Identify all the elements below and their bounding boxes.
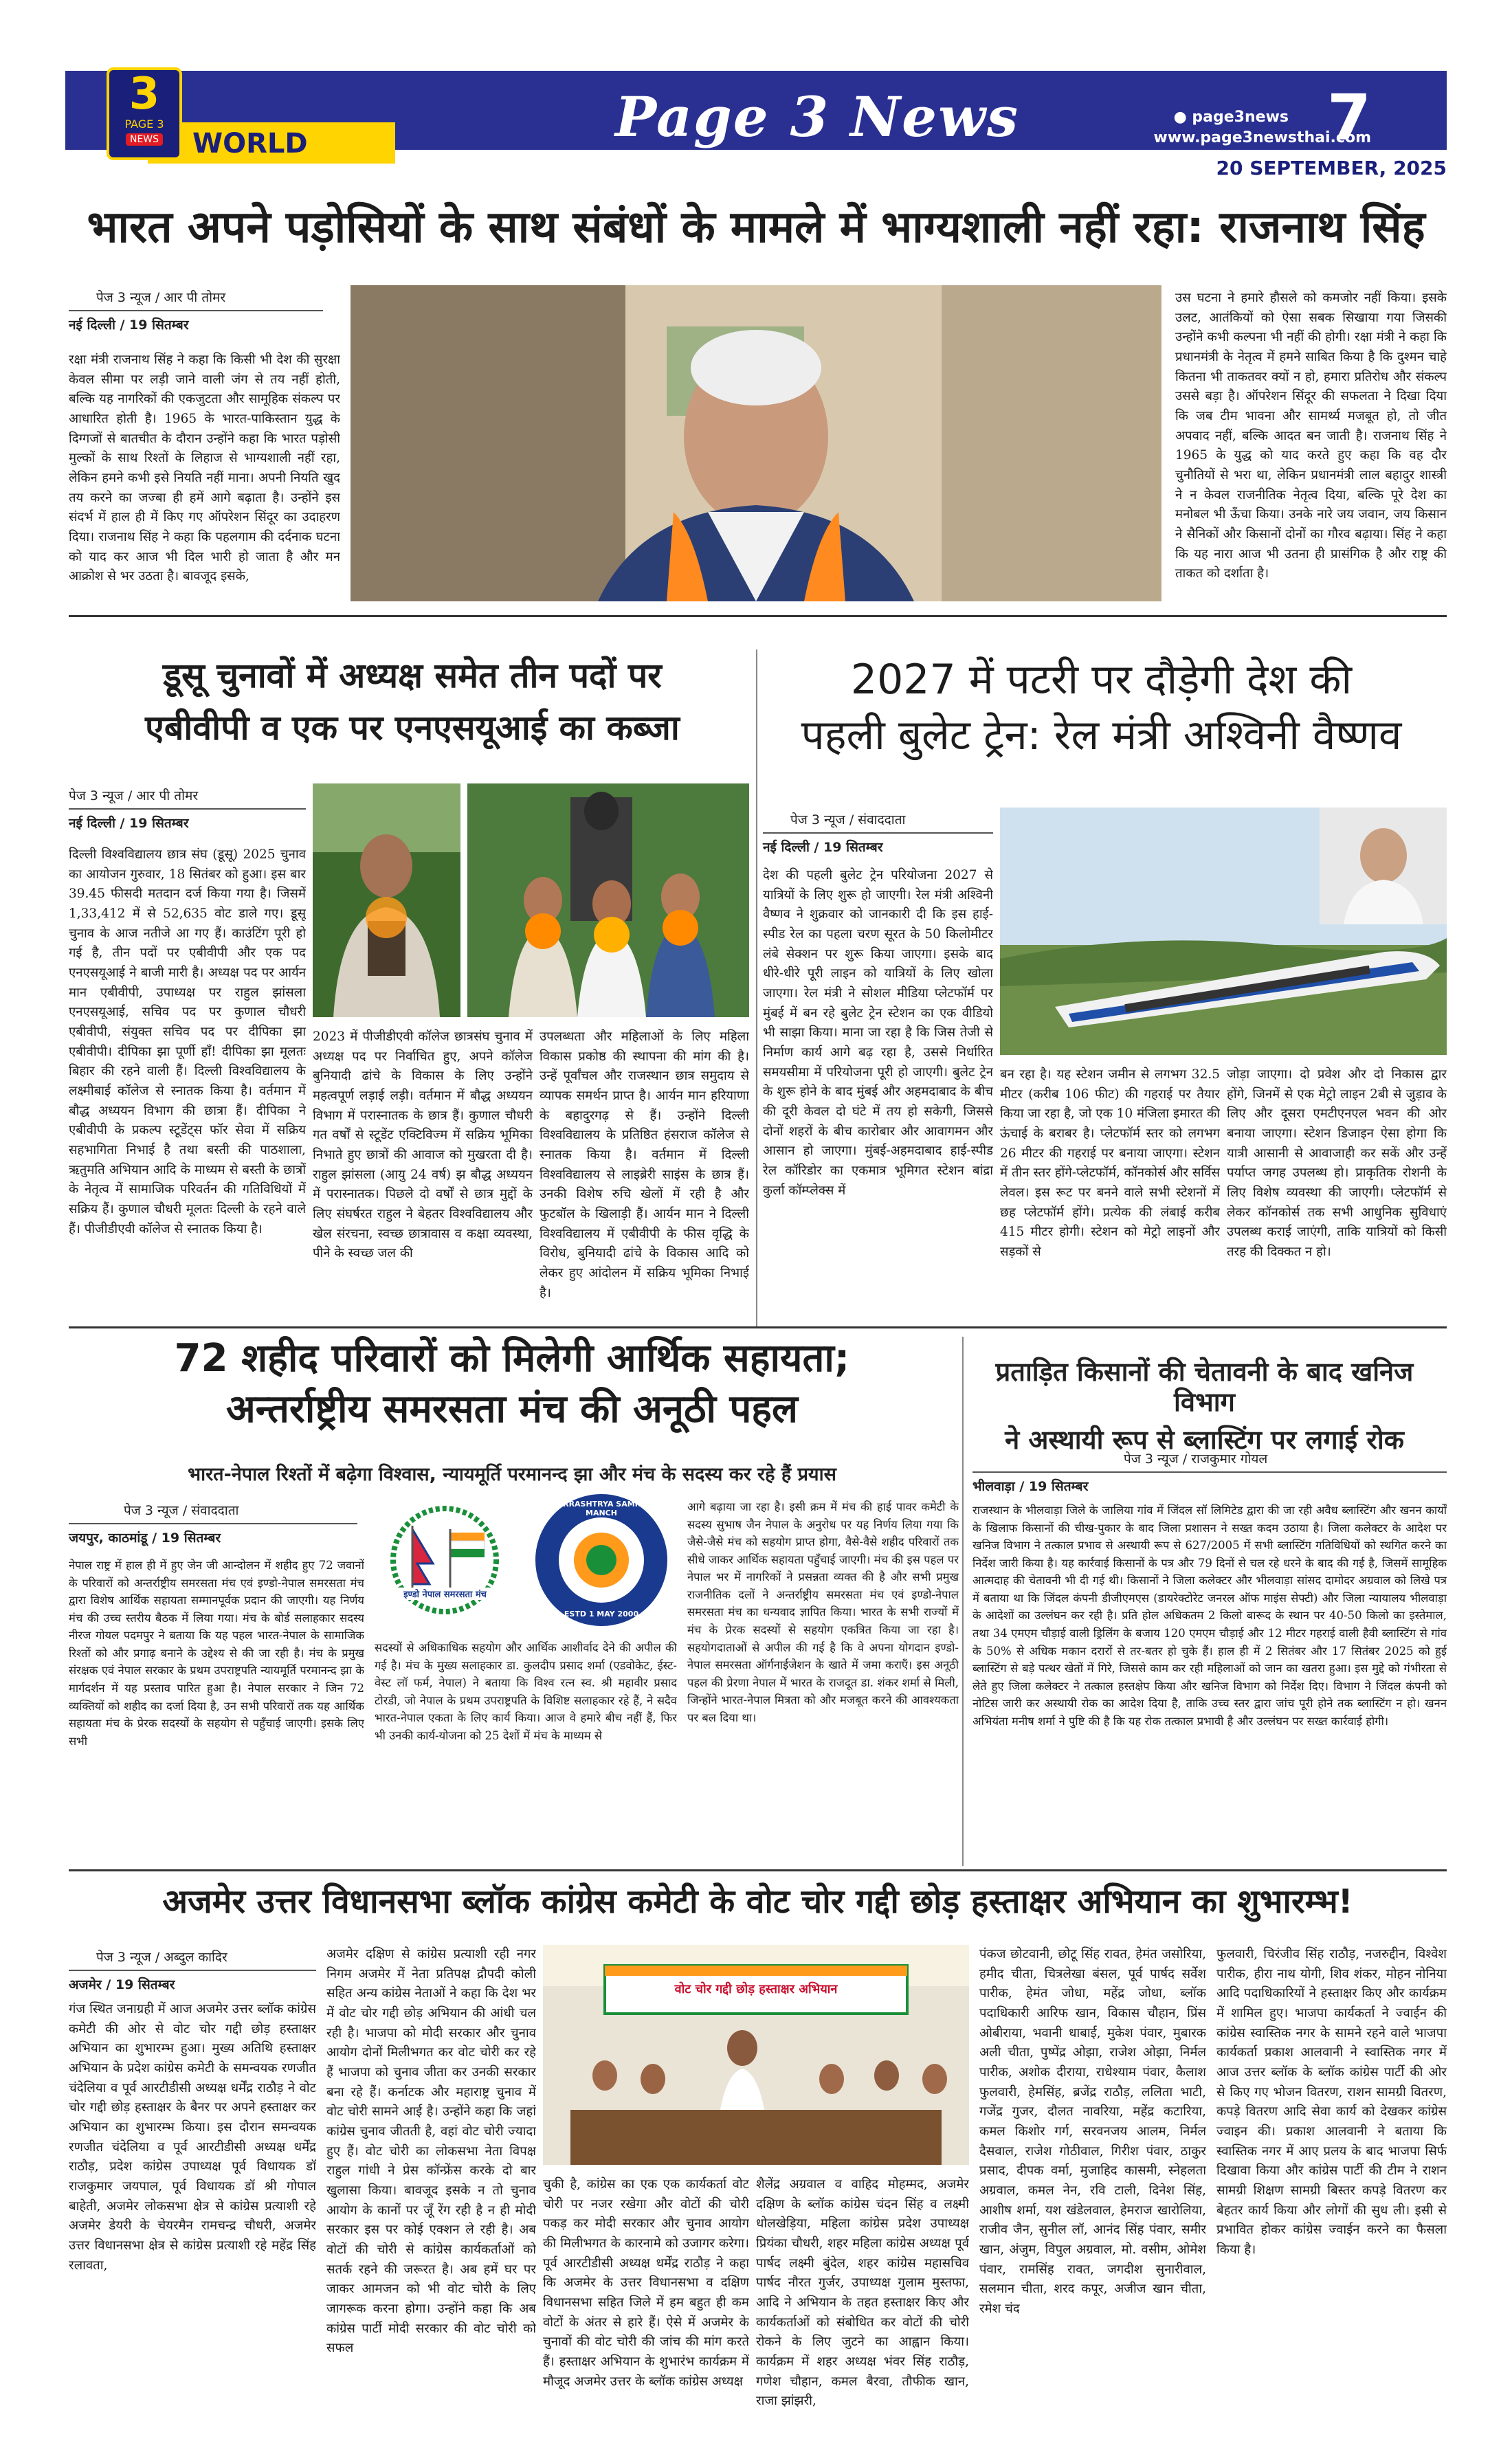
divider xyxy=(69,1869,1447,1871)
story6-col4: शैलेंद्र अग्रवाल व वाहिद मोहम्मद, अजमेर दक्षिण के ब्लॉक कांग्रेस चंदन सिंह व लक्ष्मी धोलखेड़िया, महिला कांग्रेस प्रदेश उपाध्यक्ष प्रियंका चौधरी, शहर महिला कांग्रेस अध्यक्ष पूर्व पार्षद लक्ष्मी बुंदेल, शहर कांग्रेस महासचिव पार्षद नौरत गुर्जर, उपाध्यक्ष गुलाम मुस्तफा, आदि ने अभियान के तहत हस्ताक्षर किए और कार्यकर्ताओं को संबोधित कर वोटों की चोरी रोकने के लिए जुटने का आह्वान किया। कार्यक्रम में शहर अध्यक्ष भंवर सिंह राठौड़, गणेश चौहान, कमल बैरवा, तौफीक खान, राजा झांझरी, xyxy=(756,2177,969,2409)
story4-col2: सदस्यों से अधिकाधिक सहयोग और आर्थिक आशीर्वाद देने की अपील की गई है। मंच के मुख्य सलाहकार डा. कुलदीप प्रसाद शर्मा (एडवोकेट, ईस्ट-वेस्ट लॉ फर्म, नेपाल) ने बताया कि विश्व रत्न स्व. श्री महावीर प्रसाद टोरडी, जो नेपाल के प्रथम उपराष्ट्रपति के विशिष्ट सलाहकार रहे हैं, ने सदैव भारत-नेपाल एकता के लिए कार्य किया। आज वे हमारे बीच नहीं हैं, फिर भी उनकी कार्य-योजना को 25 देशों में मंच के माध्यम से xyxy=(375,1641,677,1742)
story2-col2: 2023 में पीजीडीएवी कॉलेज छात्रसंघ चुनाव में अध्यक्ष पद पर निर्वाचित हुए, अपने कॉलेज बुनियादी ढांचे के विकास के लिए उन्होंने महत्वपूर्ण लड़ाई लड़ी। वर्तमान में बौद्ध अध्ययन विभाग में परास्नातक के छात्र हैं। कुणाल चौधरी गत वर्षों से स्टूडेंट एक्टिविज्म में सक्रिय भूमिका निभाते हुए छात्रों की आवाज को मुखरता दी है। राहुल झांसला (आयु 24 वर्ष) झ बौद्ध अध्ययन में परास्नातक। पिछले दो वर्षों से छात्र मुद्दों के लिए संघर्षरत राहुल ने बेहतर विश्वविद्यालय और खेल संरचना, स्वच्छ छात्रावास व कक्षा व्यवस्था, पीने के स्वच्छ जल की xyxy=(313,1030,533,1261)
story1-headline: भारत अपने पड़ोसियों के साथ संबंधों के मामले में भाग्यशाली नहीं रहा: राजनाथ सिंह xyxy=(87,202,1425,253)
story6-photo xyxy=(543,1945,969,2165)
samrasta-manch-logo-text: ANTARRASHTRYA SAMRASTA MANCH xyxy=(540,1500,663,1517)
story5-author: पेज 3 न्यूज / राजकुमार गोयल xyxy=(972,1447,1447,1473)
social-handle: ● page3news xyxy=(1173,109,1289,126)
story3-headline xyxy=(756,656,1447,759)
story6-col3: चुकी है, कांग्रेस का एक एक कार्यकर्ता वोट चोरी पर नजर रखेगा और वोटों की चोरी पकड़ कर मोदी सरकार और चुनाव आयोग की मिलीभगत के कारनामे को उजागर करेगा। पूर्व आरटीडीसी अध्यक्ष धर्मेंद्र राठौड़ ने कहा कि अजमेर के उत्तर विधानसभा व दक्षिण विधानसभा सहित जिले में हम बहुत ही कम वोटों के अंतर से हारे हैं। ऐसे में अजमेर के चुनावों की वोट चोरी की जांच की मांग करते हैं। हस्ताक्षर अभियान के शुभारंभ कार्यक्रम में मौजूद अजमेर उत्तर के ब्लॉक कांग्रेस अध्यक्ष xyxy=(543,2177,749,2389)
story2-headline-line1: डूसू चुनावों में अध्यक्ष समेत तीन पदों पर xyxy=(163,656,662,696)
logo-news: NEWS xyxy=(126,133,163,146)
student-leader-photo xyxy=(313,783,460,1017)
story1-author: पेज 3 न्यूज / आर पी तोमर xyxy=(69,285,323,311)
masthead xyxy=(65,54,1447,179)
story3-headline-line2: पहली बुलेट ट्रेन: रेल मंत्री अश्विनी वैष्णव xyxy=(801,711,1402,759)
story3-headline-line1: 2027 में पटरी पर दौड़ेगी देश की xyxy=(850,656,1353,704)
indo-nepal-logo-text: इण्डो नेपाल समरसता मंच xyxy=(385,1588,505,1600)
celebration-photo xyxy=(467,783,749,1017)
story4-logo-1 xyxy=(375,1495,515,1625)
story5-col1: राजस्थान के भीलवाड़ा जिले के जालिया गांव में जिंदल सॉ लिमिटेड द्वारा की जा रही अवैध ब्लास्टिंग और खनन कार्यों के खिलाफ किसानों की चीख-पुकार के बाद जिला प्रशासन ने सख्त कदम उठाया है। जिला कलेक्टर के आदेश पर खनिज विभाग ने तत्काल प्रभाव से अस्थायी रूप से 627/2005 में सभी ब्लास्टिंग गतिविधियों को स्थगित करने का निर्देश जारी किया है। यह कार्रवाई किसानों के पत्र और 79 दिनों से चल रहे धरने के बाद की गई है, जिसमें सामूहिक आत्मदाह की चेतावनी भी दी गई थी। किसानों ने जिला कलेक्टर और भीलवाड़ा सांसद दामोदर अग्रवाल को लिखे पत्र में बताया था कि जिंदल कंपनी डीजीएमएस (डायरेक्टोरेट जनरल ऑफ माइंस सेफ्टी) और जिला न्यायालय भीलवाड़ा के आदेशों का उल्लंघन कर रही है। प्रति होल अधिकतम 2 किलो बारूद के स्थान पर 40-50 किलो का इस्तेमाल, तथा 34 एमएम चौड़ाई वाली ड्रिलिंग के बजाय 120 एमएम चौड़ाई और 12 मीटर गहराई वाली हैवी ब्लास्टिंग से गांव के 50% से अधिक मकान दरारों से तर-बतर हो चुके हैं। हाल ही में 2 सितंबर और 17 सितंबर 2025 को हुई ब्लास्टिंग से बड़े पत्थर खेतों में गिरे, जिससे काम कर रही महिलाओं को जान का खतरा हुआ। इस मुद्दे को गंभीरता से लेते हुए जिला कलेक्टर ने तत्काल हस्तक्षेप किया और खनिज विभाग को निर्देश दिए। विभाग ने जिंदल कंपनी को नोटिस जारी कर अस्थायी रोक का आदेश दिया है, ताकि उच्च स्तर द्वारा जांच पूरी होने तक ब्लास्टिंग न हो। खनन अभियंता मनीष शर्मा ने पुष्टि की है कि यह रोक तत्काल प्रभावी है और उल्लंघन पर सख्त कार्रवाई होगी। xyxy=(972,1504,1447,1728)
story6-col6: फुलवारी, चिरंजीव सिंह राठौड़, नजरुद्दीन, विश्वेश पारीक, हीरा नाथ योगी, शिव शंकर, मोहन नोनिया आदि पदाधिकारियों ने हस्ताक्षर किए और कार्यक्रम में शामिल हुए। भाजपा कार्यकर्ता ने ज्वाईन की कांग्रेस स्वास्तिक नगर के सामने रहने वाले भाजपा कार्यकर्ता प्रकाश आलवानी ने स्वास्तिक नगर में आज उत्तर ब्लॉक के ब्लॉक कांग्रेस पार्टी की ओर से किए गए भोजन वितरण, राशन सामग्री वितरण, कपड़े वितरण आदि सेवा कार्य को देखकर कांग्रेस ज्वाइन की। प्रकाश आलवानी ने बताया कि स्वास्तिक नगर में आए प्रलय के बाद भाजपा सिर्फ दिखावा किया और कांग्रेस पार्टी की टीम ने राशन सामग्री शिक्षण सामग्री बिस्तर कपड़े वितरण कर बेहतर कार्य किया और लोगों की सुध ली। इसी से प्रभावित होकर कांग्रेस ज्वाईन करने का फैसला किया है। xyxy=(1216,1947,1447,2258)
story2-photo-1 xyxy=(313,783,460,1017)
story4-dateline: जयपुर, काठमांडू / 19 सितम्बर xyxy=(69,1531,221,1546)
event-banner-text: वोट चोर गद्दी छोड़ हस्ताक्षर अभियान xyxy=(674,1982,838,1996)
story4-headline xyxy=(69,1337,955,1432)
logo xyxy=(107,67,182,160)
minister-portrait xyxy=(351,285,1161,601)
story4-byline xyxy=(69,1498,357,1546)
story3-author: पेज 3 न्यूज / संवाददाता xyxy=(763,808,993,834)
story6-headline: अजमेर उत्तर विधानसभा ब्लॉक कांग्रेस कमेटी के वोट चोर गद्दी छोड़ हस्ताक्षर अभियान का शुभारम्भ! xyxy=(162,1882,1353,1921)
story4-author: पेज 3 न्यूज / संवाददाता xyxy=(69,1498,357,1524)
story6-byline xyxy=(69,1945,316,1993)
story6-author: पेज 3 न्यूज / अब्दुल कादिर xyxy=(69,1945,316,1971)
story1-col1: रक्षा मंत्री राजनाथ सिंह ने कहा कि किसी भी देश की सुरक्षा केवल सीमा पर लड़ी जाने वाली जंग से तय नहीं होती, बल्कि यह नागरिकों की एकजुटता और सामूहिक संकल्प पर आधारित होती है। 1965 के भारत-पाकिस्तान युद्ध के दिग्गजों से बातचीत के दौरान उन्होंने कहा कि भारत पड़ोसी मुल्कों के साथ रिश्तों के लिहाज से भाग्यशाली नहीं रहा, लेकिन हमने कभी इसे नियति नहीं माना। अपनी नियति खुद तय करने का जज्बा ही हमें आगे बढ़ाता है। उन्होंने इस संदर्भ में हाल ही में किए गए ऑपरेशन सिंदूर का उदाहरण दिया। राजनाथ सिंह ने कहा कि पहलगाम की दर्दनाक घटना को याद कर आज भी दिल भारी हो जाता है और मन आक्रोश से भर उठता है। बावजूद इसके, xyxy=(69,353,340,584)
divider xyxy=(69,1326,1447,1328)
story2-byline xyxy=(69,783,306,832)
story1-byline xyxy=(69,285,323,333)
story1-photo xyxy=(351,285,1161,601)
story1-dateline: नई दिल्ली / 19 सितम्बर xyxy=(69,318,189,333)
divider xyxy=(756,649,757,1326)
story4-col1: नेपाल राष्ट्र में हाल ही में हुए जेन जी आन्दोलन में शहीद हुए 72 जवानों के परिवारों को अन्तर्राष्ट्रीय समरसता मंच एवं इण्डो-नेपाल समरसता मंच द्वारा विशेष आर्थिक सहायता सम्मानपूर्वक प्रदान की जाएगी। यह निर्णय मंच की उच्च स्तरीय बैठक में लिया गया। मंच के बोर्ड सलाहकार सदस्य नीरज गोयल पदमपुर ने बताया कि यह पहल भारत-नेपाल के सामाजिक रिश्तों को और प्रगाढ़ बनाने के उद्देश्य से की जा रही है। मंच के प्रमुख संरक्षक एवं नेपाल सरकार के प्रथम उपराष्ट्रपति न्यायमूर्ति परमानन्द झा के मार्गदर्शन में यह प्रस्ताव पारित हुआ है। नेपाल सरकार ने जिन 72 व्यक्तियों को शहीद का दर्जा दिया है, उन सभी परिवारों तक यह आर्थिक सहायता मंच के प्रेरक सदस्यों के सहयोग से पहुँचाई जाएगी। इसके लिए सभी xyxy=(69,1559,364,1748)
page-number: 7 xyxy=(1326,81,1371,155)
divider xyxy=(962,1337,964,1866)
congress-event-photo xyxy=(543,1945,969,2165)
story5-headline-line1: प्रताड़ित किसानों की चेतावनी के बाद खनिज विभाग xyxy=(995,1357,1414,1417)
story5-byline xyxy=(972,1447,1447,1495)
story2-col3: उपलब्धता और महिलाओं के लिए महिला विकास प्रकोष्ठ की स्थापना की मांग की है। उन्हें पूर्वांचल और राजस्थान छात्र समुदाय से व्यापक समर्थन प्राप्त है। आर्यन मान हरियाणा के बहादुरगढ़ से हैं। उन्होंने दिल्ली विश्वविद्यालय के प्रतिष्ठित हंसराज कॉलेज से स्नातक किया है। वर्तमान में दिल्ली विश्वविद्यालय से लाइब्रेरी साइंस के छात्र हैं। उनकी विशेष रुचि खेलों में रही है और फुटबॉल के खिलाड़ी हैं। आर्यन मान ने दिल्ली विश्वविद्यालय में एबीवीपी के फीस वृद्धि के विरोध, बुनियादी ढांचे के विकास आदि को लेकर हुए आंदोलन में सक्रिय भूमिका निभाई है। xyxy=(540,1030,749,1300)
logo-number: 3 xyxy=(129,69,160,120)
story2-headline xyxy=(69,656,756,748)
newspaper-title: Page 3 News xyxy=(615,85,1019,149)
story5-headline-line2: ने अस्थायी रूप से ब्लास्टिंग पर लगाई रोक xyxy=(1005,1425,1404,1456)
story2-headline-line2: एबीवीपी व एक पर एनएसयूआई का कब्जा xyxy=(145,707,680,748)
bullet-train-photo xyxy=(1000,808,1447,1055)
story6-col5: पंकज छोटवानी, छोटू सिंह रावत, हेमंत जसोरिया, हमीद चीता, चित्रलेखा बंसल, पूर्व पार्षद सर्वेश पारीक, हेमंत जोधा, महेंद्र जोधा, ब्लॉक पदाधिकारी आरिफ खान, विकास चौहान, प्रिंस ओबीराया, भवानी धाबाई, मुकेश पंवार, मुबारक अली चीता, पुष्पेंद्र ओझा, राजेश ओझा, निर्मल पारीक, अशोक दीराया, राधेश्याम पंवार, कैलाश फुलवारी, हेमसिंह, ब्रजेंद्र राठौड़, ललिता भाटी, गजेंद्र गुजर, दौलत नावरिया, महेंद्र कटारिया, कमल किशोर गर्ग, सरवनजय आलम, निर्मल दैसवाल, राजेश गोठीवाल, गिरीश पंवार, ठाकुर प्रसाद, दीपक वर्मा, मुजाहिद कासमी, स्नेहलता अग्रवाल, कमल नेन, रवि टाली, दिनेश सिंह, आशीष शर्मा, यश खंडेलवाल, हेमराज खारोलिया, राजीव जैन, सुनील लॉ, आनंद सिंह पंवार, समीर खान, अंजुम, विपुल अग्रवाल, मो. वसीम, ओमेश पंवार, रामसिंह रावत, जगदीश सुनारीवाल, सलमान चीता, शरद कपूर, अजीज खान चीता, रमेश चंद xyxy=(979,1947,1206,2317)
story3-photo xyxy=(1000,808,1447,1055)
samrasta-manch-logo-est: ESTD 1 MAY 2000 xyxy=(564,1610,639,1618)
indo-nepal-logo xyxy=(375,1495,515,1625)
story6-col1: गंज स्थित जनाग्रही में आज अजमेर उत्तर ब्लॉक कांग्रेस कमेटी की ओर से वोट चोर गद्दी छोड़ हस्ताक्षर अभियान का शुभारम्भ हुआ। मुख्य अतिथि हस्ताक्षर अभियान के प्रदेश कांग्रेस कमेटी के समन्वयक रणजीत चंदेलिया व पूर्व आरटीडीसी अध्यक्ष धर्मेंद्र राठौड़ ने वोट चोर गद्दी छोड़ हस्ताक्षर के बैनर पर अपने हस्ताक्षर कर अभियान का शुभारम्भ किया। इस दौरान समन्वयक रणजीत चंदेलिया व पूर्व आरटीडीसी अध्यक्ष धर्मेंद्र राठौड़, प्रदेश कांग्रेस उपाध्यक्ष पूर्व विधायक डॉ राजकुमार जयपाल, पूर्व विधायक डॉ श्री गोपाल बाहेती, अजमेर लोकसभा क्षेत्र से कांग्रेस प्रत्याशी रहे अजमेर डेयरी के चेयरमैन रामचन्द्र चौधरी, अजमेर उत्तर विधानसभा क्षेत्र से कांग्रेस प्रत्याशी रहे महेंद्र सिंह रलावता, xyxy=(69,2002,316,2273)
story3-dateline: नई दिल्ली / 19 सितम्बर xyxy=(763,840,883,855)
issue-date: 20 SEPTEMBER, 2025 xyxy=(1216,157,1447,179)
story1-col2: उस घटना ने हमारे हौसले को कमजोर नहीं किया। इसके उलट, आतंकियों को ऐसा सबक सिखाया गया जिसकी उन्होंने कभी कल्पना भी नहीं की होगी। रक्षा मंत्री ने कहा कि प्रधानमंत्री के नेतृत्व में हमने साबित किया है कि दुश्मन चाहे कितना भी ताकतवर क्यों न हो, हमारा प्रतिरोध और संकल्प उससे बड़ा है। ऑपरेशन सिंदूर की सफलता ने दिखा दिया कि जब टीम भावना और सामर्थ्य मजबूत हो, तो जीत अपवाद नहीं, बल्कि आदत बन जाती है। राजनाथ सिंह ने 1965 के युद्ध को याद करते हुए कहा कि वह दौर चुनौतियों से भरा था, लेकिन प्रधानमंत्री लाल बहादुर शास्त्री ने न केवल राजनीतिक नेतृत्व दिया, बल्कि पूरे देश का मनोबल भी ऊँचा किया। उनके नारे जय जवान, जय किसान ने सैनिकों और किसानों दोनों का गौरव बढ़ाया। सिंह ने कहा कि यह नारा आज भी उतना ही प्रासंगिक है और राष्ट्र की ताकत को दर्शाता है। xyxy=(1175,291,1447,581)
story4-col3: आगे बढ़ाया जा रहा है। इसी क्रम में मंच की हाई पावर कमेटी के सदस्य सुभाष जैन नेपाल के अनुरोध पर यह निर्णय लिया गया कि जैसे-जैसे मंच को सहयोग प्राप्त होगा, वैसे-वैसे शहीद परिवारों तक सीधे जाकर आर्थिक सहायता पहुँचाई जाएगी। मंच की इस पहल पर नेपाल भर में नागरिकों ने प्रसन्नता व्यक्त की है और सभी प्रमुख राजनीतिक दलों ने अन्तर्राष्ट्रीय समरसता मंच एवं इण्डो-नेपाल समरसता मंच का धन्यवाद ज्ञापित किया। भारत के सभी राज्यों में मंच के प्रेरक सदस्यों से सहयोग एकत्रित किया जा रहा है। सहयोगदाताओं से अपील की गई है कि वे अपना योगदान इण्डो-नेपाल समरसता ऑर्गनाईजेशन के खाते में जमा कराएँ। इस अनूठी पहल की प्रेरणा नेपाल में भारत के राजदूत डा. शंकर शर्मा से मिली, जिन्होंने भारत-नेपाल मित्रता को और मजबूत करने की आवश्यकता पर बल दिया था। xyxy=(687,1500,959,1724)
story3-col3: जोड़ा जाएगा। दो प्रवेश और दो निकास द्वार होंगे, जिनमें से एक मेट्रो लाइन 2बी से जुड़ाव के लिए और दूसरा एमटीएनएल भवन की ओर बनाया जाएगा। स्टेशन डिजाइन ऐसा होगा कि यात्री आसानी से आवाजाही कर सकें और उन्हें पर्याप्त जगह उपलब्ध हो। प्राकृतिक रोशनी के लिए विशेष व्यवस्था की जाएगी। प्लेटफॉर्म से लेकर कॉनकोर्स तक सभी आधुनिक सुविधाएं उपलब्ध कराई जाएंगी, ताकि यात्रियों को किसी तरह की दिक्कत न हो। xyxy=(1227,1067,1447,1260)
story3-byline xyxy=(763,808,993,856)
logo-sub: PAGE 3 xyxy=(124,118,164,131)
story2-photo-2 xyxy=(467,783,749,1017)
story6-dateline: अजमेर / 19 सितम्बर xyxy=(69,1977,175,1992)
divider xyxy=(69,615,1447,617)
story2-col1: दिल्ली विश्वविद्यालय छात्र संघ (डूसू) 2025 चुनाव का आयोजन गुरुवार, 18 सितंबर को हुआ। इस बार 39.45 फीसदी मतदान दर्ज किया गया है। जिसमें 1,33,412 में से 52,635 वोट डाले गए। डूसू चुनाव के आज नतीजे आ गए हैं। काउंटिंग पूरी हो गई है, तीन पदों पर एबीवीपी और एक पद एनएसयूआई ने बाजी मारी है। अध्यक्ष पद पर आर्यन मान एबीवीपी, उपाध्यक्ष पर राहुल झांसला एनएसयूआई, सचिव पद पर कुणाल चौधरी एबीवीपी, संयुक्त सचिव पद पर दीपिका झा एबीवीपी। दीपिका झा पूर्णी हाँ! दीपिका झा मूलतः बिहार की रहने वाली हैं। दिल्ली विश्वविद्यालय के लक्ष्मीबाई कॉलेज से स्नातक किया है। वर्तमान में बौद्ध अध्ययन विभाग की छात्रा हैं। दीपिका ने एबीवीपी के प्रकल्प स्टूडेंट्स फॉर सेवा में सक्रिय सहभागिता निभाई है तथा बस्ती की पाठशाला, ऋतुमति अभियान आदि के माध्यम से बस्ती के छात्रों के नेतृत्व में सामाजिक परिवर्तन की गतिविधियों में सक्रिय हैं। कुणाल चौधरी मूलतः दिल्ली के रहने वाले हैं। पीजीडीएवी कॉलेज से स्नातक किया है। xyxy=(69,847,306,1236)
story6-col2: अजमेर दक्षिण से कांग्रेस प्रत्याशी रही नगर निगम अजमेर में नेता प्रतिपक्ष द्रौपदी कोली सहित अन्य कांग्रेस नेताओं ने कहा कि देश भर में वोट चोर गद्दी छोड़ अभियान की आंधी चल रही है। भाजपा को मोदी सरकार और चुनाव आयोग दोनों मिलीभगत कर वोट चोरी कर रहे हैं भाजपा को चुनाव जीता कर उनकी सरकार बना रहे हैं। कर्नाटक और महाराष्ट्र चुनाव में वोट चोरी सामने आई है। उन्होंने कहा कि जहां कांग्रेस चुनाव जीतती है, वहां वोट चोरी ज्यादा हुए हैं। वोट चोरी का लोकसभा नेता विपक्ष राहुल गांधी ने प्रेस कॉन्फ्रेंस करके दो बार खुलासा किया। बावजूद इसके न तो चुनाव आयोग के कानों पर जूँ रेंग रही है न ही मोदी सरकार इस पर कोई एक्शन ले रही है। अब वोटों की चोरी से कांग्रेस कार्यकर्ताओं को सतर्क रहने की जरूरत है। अब हमें घर पर जाकर आमजन को भी वोट चोरी के लिए जागरूक करना होगा। उन्होंने कहा कि अब कांग्रेस पार्टी मोदी सरकार की वोट चोरी को सफल xyxy=(326,1947,536,2356)
story4-subhead: भारत-नेपाल रिश्तों में बढ़ेगा विश्वास, न्यायमूर्ति परमानन्द झा और मंच के सदस्य कर रहे हैं प्रयास xyxy=(188,1464,836,1485)
story2-dateline: नई दिल्ली / 19 सितम्बर xyxy=(69,816,189,831)
story2-author: पेज 3 न्यूज / आर पी तोमर xyxy=(69,783,306,810)
story4-headline-line2: अन्तर्राष्ट्रीय समरसता मंच की अनूठी पहल xyxy=(225,1387,799,1432)
story4-logo-2 xyxy=(533,1491,670,1629)
story5-headline xyxy=(962,1357,1447,1456)
website: www.page3newsthai.com xyxy=(1153,129,1371,146)
story3-col2: बन रहा है। यह स्टेशन जमीन से लगभग 32.5 मीटर (करीब 106 फीट) की गहराई पर तैयार किया जा रहा है, जो एक 10 मंजिला इमारत की ऊंचाई के बराबर है। प्लेटफॉर्म स्तर को लगभग 26 मीटर की गहराई पर बनाया जाएगा। स्टेशन में तीन स्तर होंगे-प्लेटफॉर्म, कॉनकोर्स और सर्विस लेवल। इस रूट पर बनने वाले सभी स्टेशनों में छह प्लेटफॉर्म होंगे। प्रत्येक की लंबाई करीब 415 मीटर होगी। स्टेशन को मेट्रो लाइनों और सड़कों से xyxy=(1000,1067,1220,1260)
story4-headline-line1: 72 शहीद परिवारों को मिलेगी आर्थिक सहायता; xyxy=(174,1336,850,1381)
story3-col1: देश की पहली बुलेट ट्रेन परियोजना 2027 से यात्रियों के लिए शुरू हो जाएगी। रेल मंत्री अश्विनी वैष्णव ने शुक्रवार को जानकारी दी कि इस हाई-स्पीड रेल का पहला चरण सूरत के 50 किलोमीटर लंबे सेक्शन पर शुरू किया जाएगा। इसके बाद धीरे-धीरे पूरी लाइन को यात्रियों के लिए खोला जाएगा। रेल मंत्री ने सोशल मीडिया प्लेटफॉर्म पर मुंबई में बन रहे बुलेट ट्रेन स्टेशन का एक वीडियो भी साझा किया। माना जा रहा है कि जिस तेजी से निर्माण कार्य आगे बढ़ रहा है, उससे निर्धारित समयसीमा में परियोजना पूरी हो जाएगी। बुलेट ट्रेन के शुरू होने के बाद मुंबई और अहमदाबाद के बीच की दूरी केवल दो घंटे में तय हो सकेगी, जिससे दोनों शहरों के बीच कारोबार और आवागमन और आसान हो जाएगा। मुंबई-अहमदाबाद हाई-स्पीड रेल कॉरिडोर का एकमात्र भूमिगत स्टेशन बांद्रा कुर्ला कॉम्प्लेक्स में xyxy=(763,868,993,1198)
story5-dateline: भीलवाड़ा / 19 सितम्बर xyxy=(972,1479,1089,1494)
section-label: WORLD xyxy=(192,128,308,159)
